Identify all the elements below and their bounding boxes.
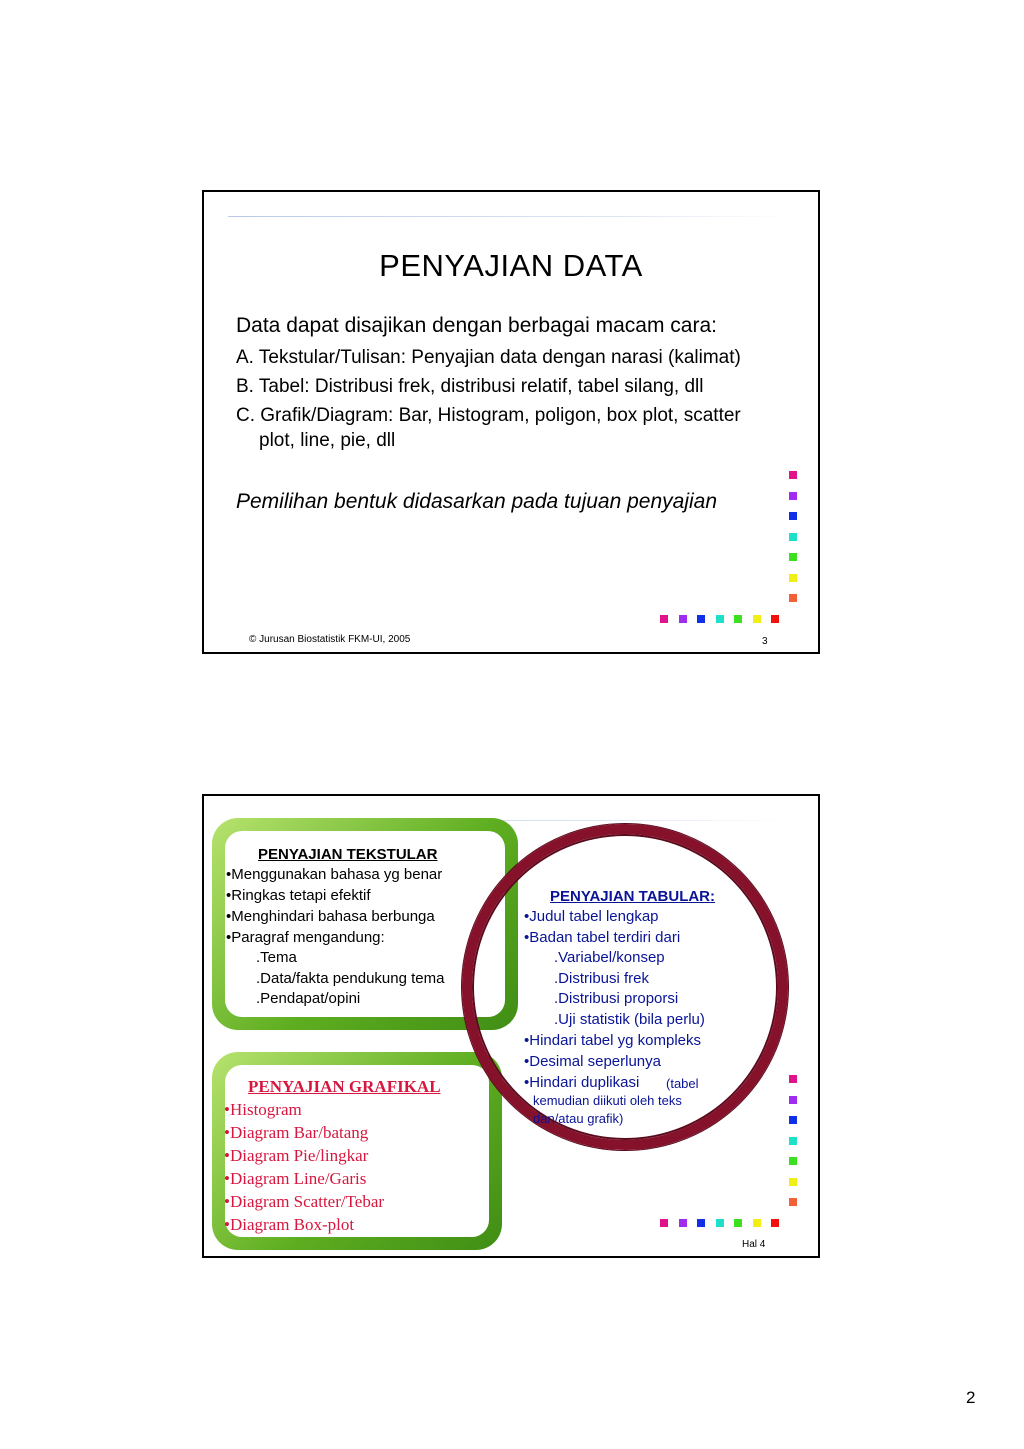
tabular-note: (tabel (666, 1076, 699, 1091)
decor-square (734, 1219, 742, 1227)
tabular-heading: PENYAJIAN TABULAR: (550, 888, 716, 905)
tabular-subitem: .Uji statistik (bila perlu) (554, 1011, 705, 1028)
tekstular-subitem: .Tema (256, 949, 297, 966)
item-a: A. Tekstular/Tulisan: Penyajian data dengan narasi (kalimat) (236, 347, 741, 368)
decor-square (789, 1075, 797, 1083)
grafikal-item: •Diagram Pie/lingkar (224, 1146, 369, 1165)
tekstular-heading: PENYAJIAN TEKSTULAR (258, 846, 438, 863)
tekstular-item: •Menggunakan bahasa yg benar (226, 866, 443, 883)
tabular-item: •Judul tabel lengkap (524, 908, 659, 925)
decor-square (789, 1178, 797, 1186)
decor-square (789, 1137, 797, 1145)
decor-square (789, 471, 797, 479)
decor-square (789, 553, 797, 561)
decor-square (789, 1198, 797, 1206)
decor-square (789, 1157, 797, 1165)
item-c: C. Grafik/Diagram: Bar, Histogram, poligon, box plot, scatter (236, 405, 741, 426)
slide-page-label: Hal 4 (742, 1239, 766, 1250)
grafikal-item: •Diagram Box-plot (224, 1215, 355, 1234)
tabular-item: •Desimal seperlunya (524, 1053, 661, 1070)
decor-square (660, 1219, 668, 1227)
decor-square (789, 1096, 797, 1104)
decor-square (734, 615, 742, 623)
decor-square (679, 615, 687, 623)
decor-square (660, 615, 668, 623)
decor-square (789, 574, 797, 582)
grafikal-item: •Diagram Line/Garis (224, 1169, 367, 1188)
item-b: B. Tabel: Distribusi frek, distribusi relatif, tabel silang, dll (236, 376, 704, 397)
decor-square (771, 1219, 779, 1227)
tabular-subitem: .Distribusi proporsi (554, 990, 679, 1007)
copyright-footer: © Jurusan Biostatistik FKM-UI, 2005 (249, 634, 411, 645)
header-rule (228, 216, 788, 217)
grafikal-item: •Histogram (224, 1100, 302, 1119)
slide-title: PENYAJIAN DATA (379, 248, 643, 283)
decor-square (789, 533, 797, 541)
decor-square (789, 1116, 797, 1124)
tabular-subitem: .Variabel/konsep (554, 949, 665, 966)
decor-square (697, 615, 705, 623)
decor-square (789, 492, 797, 500)
tekstular-subitem: .Pendapat/opini (256, 990, 361, 1007)
decor-square (679, 1219, 687, 1227)
intro-text: Data dapat disajikan dengan berbagai macam cara: (236, 314, 717, 337)
slide-penyajian-data (202, 190, 820, 654)
tekstular-subitem: .Data/fakta pendukung tema (256, 970, 445, 987)
decor-square (789, 594, 797, 602)
decor-square (789, 512, 797, 520)
slide-number: 3 (762, 636, 768, 647)
tabular-note: dan/atau grafik) (533, 1111, 624, 1126)
tabular-item: •Badan tabel terdiri dari (524, 929, 681, 946)
decor-square (716, 1219, 724, 1227)
tabular-item: •Hindari tabel yg kompleks (524, 1032, 701, 1049)
tekstular-item: •Menghindari bahasa berbunga (226, 908, 435, 925)
tabular-subitem: .Distribusi frek (554, 970, 650, 987)
decor-square (697, 1219, 705, 1227)
decor-square (771, 615, 779, 623)
page-number: 2 (966, 1388, 976, 1407)
grafikal-item: •Diagram Scatter/Tebar (224, 1192, 385, 1211)
tabular-note: kemudian diikuti oleh teks (533, 1093, 682, 1108)
decor-square (753, 615, 761, 623)
tabular-item: •Hindari duplikasi (524, 1074, 640, 1091)
grafikal-item: •Diagram Bar/batang (224, 1123, 369, 1142)
tekstular-item: •Ringkas tetapi efektif (226, 887, 371, 904)
item-c-continued: plot, line, pie, dll (259, 430, 396, 451)
slide-penyajian-types (202, 794, 820, 1258)
italic-note: Pemilihan bentuk didasarkan pada tujuan penyajian (236, 490, 718, 513)
grafikal-heading: PENYAJIAN GRAFIKAL (248, 1077, 441, 1096)
tekstular-item: •Paragraf mengandung: (226, 929, 385, 946)
decor-square (753, 1219, 761, 1227)
decor-square (716, 615, 724, 623)
